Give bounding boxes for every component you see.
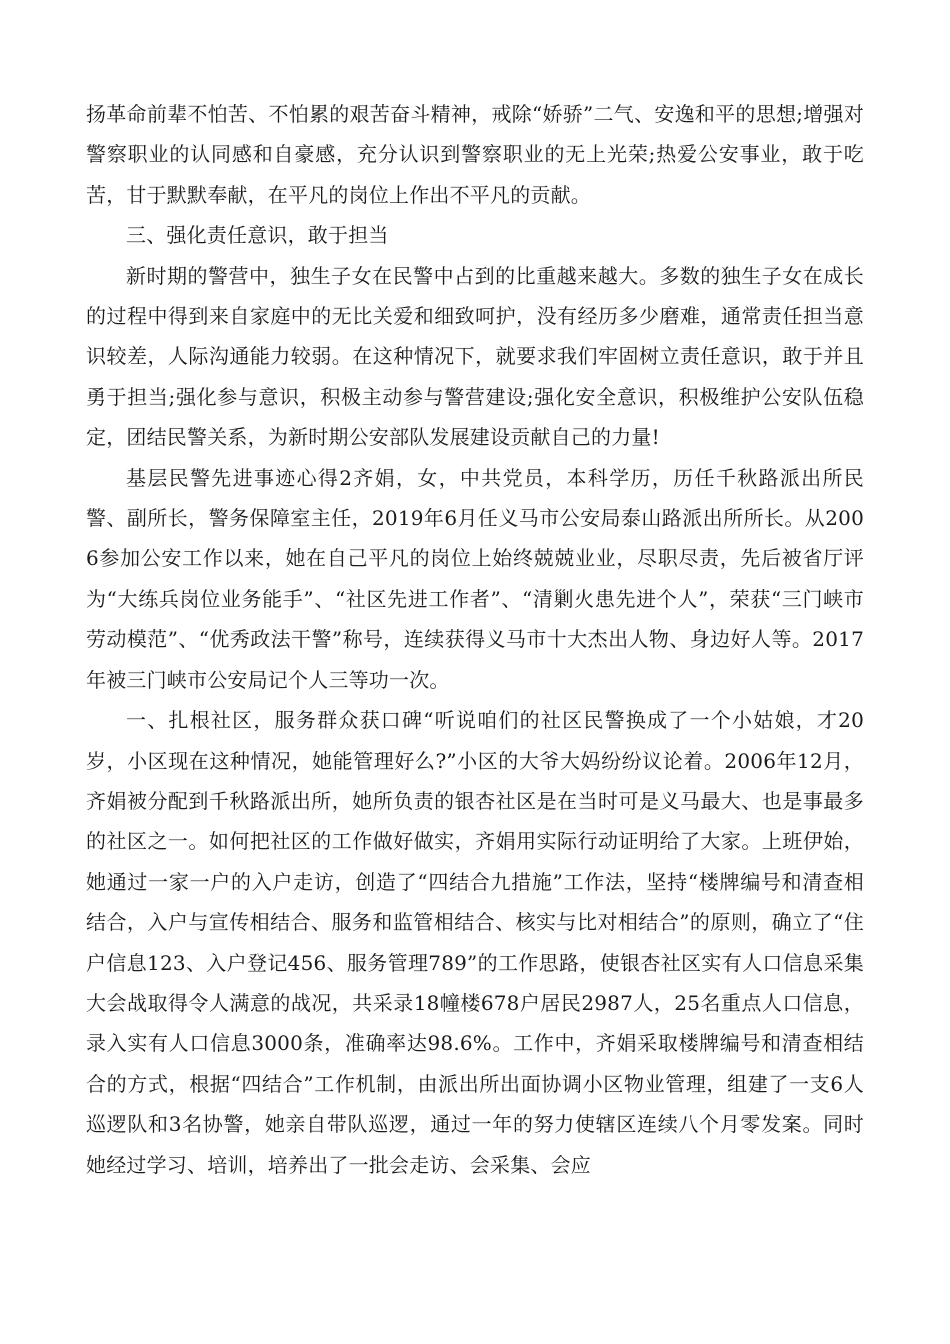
section-heading-3: 三、强化责任意识，敢于担当 bbox=[126, 223, 389, 248]
paragraph-continuation: 扬革命前辈不怕苦、不怕累的艰苦奋斗精神，戒除“娇骄”二气、安逸和平的思想;增强对警察职业的认同感和自豪感，充分认识到警察职业的无上光荣;热爱公安事业，敢于吃苦，甘于默默奉献，在平凡的岗位上作出不平凡的贡献。 bbox=[86, 102, 864, 207]
paragraph-profile: 基层民警先进事迹心得2齐娟，女，中共党员，本科学历，历任千秋路派出所民警、副所长，警务保障室主任，2019年6月任义马市公安局泰山路派出所所长。从2006参加公安工作以来，她在自己平凡的岗位上始终兢兢业业，尽职尽责，先后被省厅评为“大练兵岗位业务能手”、“社区先进工作者”、“清剿火患先进个人”，荣获“三门峡市劳动模范”、“优秀政法干警”称号，连续获得义马市十大杰出人物、身边好人等。2017年被三门峡市公安局记个人三等功一次。 bbox=[86, 465, 864, 692]
paragraph-responsibility: 新时期的警营中，独生子女在民警中占到的比重越来越大。多数的独生子女在成长的过程中得到来自家庭中的无比关爱和细致呵护，没有经历多少磨难，通常责任担当意识较差，人际沟通能力较弱。在这种情况下，就要求我们牢固树立责任意识，敢于并且勇于担当;强化参与意识，积极主动参与警营建设;强化安全意识，积极维护公安队伍稳定，团结民警关系，为新时期公安部队发展建设贡献自己的力量! bbox=[86, 263, 864, 450]
paragraph-community-work: 一、扎根社区，服务群众获口碑“听说咱们的社区民警换成了一个小姑娘，才20岁，小区现在这种情况，她能管理好么?”小区的大爷大妈纷纷议论着。2006年12月，齐娟被分配到千秋路派出所，她所负责的银杏社区是在当时可是义马最大、也是事最多的社区之一。如何把社区的工作做好做实，齐娟用实际行动证明给了大家。上班伊始，她通过一家一户的入户走访，创造了“四结合九措施”工作法，坚持“楼牌编号和清查相结合，入户与宣传相结合、服务和监管相结合、核实与比对相结合”的原则，确立了“住户信息123、入户登记456、服务管理789”的工作思路，使银杏社区实有人口信息采集大会战取得令人满意的战况，共采录18幢楼678户居民2987人，25名重点人口信息，录入实有人口信息3000条，准确率达98.6%。工作中，齐娟采取楼牌编号和清查相结合的方式，根据“四结合”工作机制，由派出所出面协调小区物业管理，组建了一支6人巡逻队和3名协警，她亲自带队巡逻，通过一年的努力使辖区连续八个月零发案。同时她经过学习、培训，培养出了一批会走访、会采集、会应 bbox=[86, 708, 864, 1177]
document-body bbox=[86, 94, 864, 1185]
